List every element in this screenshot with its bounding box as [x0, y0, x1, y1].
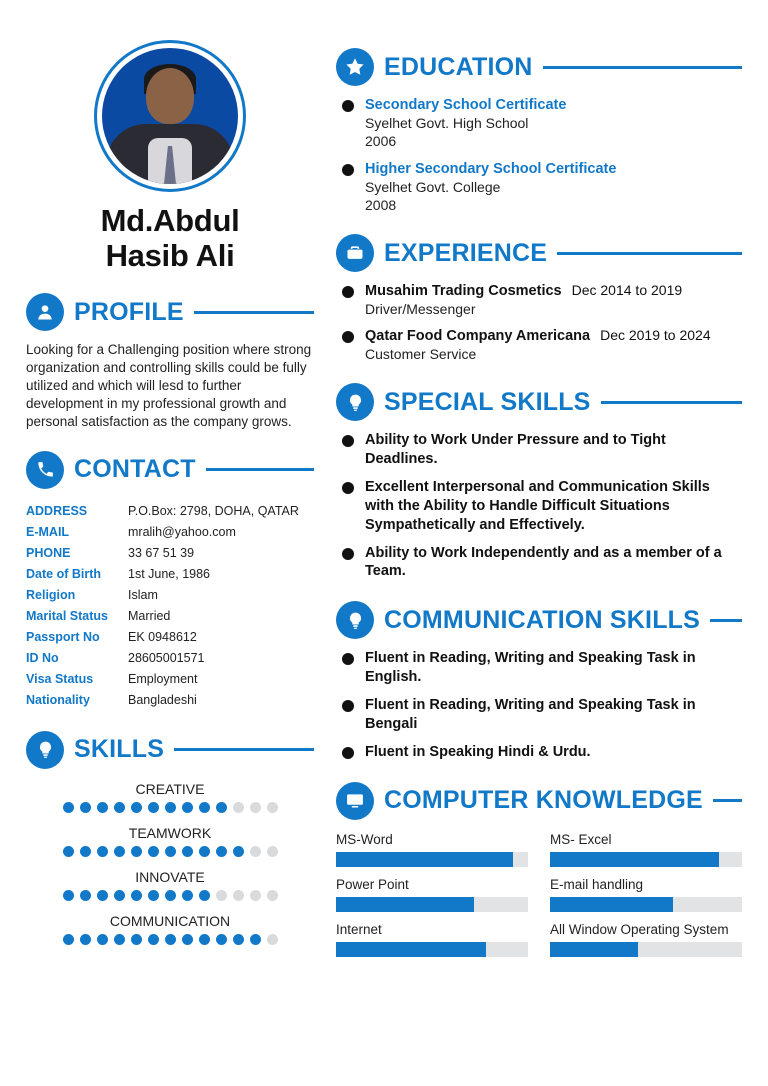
list-item	[336, 922, 528, 957]
table-row	[26, 543, 314, 564]
experience-role: Driver/Messenger	[365, 301, 476, 317]
experience-list	[336, 282, 742, 363]
skill-dot	[199, 802, 210, 813]
list-item	[336, 478, 742, 535]
experience-dates: Dec 2019 to 2024	[600, 327, 711, 344]
skill-dot	[233, 802, 244, 813]
skill-dot	[199, 846, 210, 857]
skill-dot	[114, 890, 125, 901]
progress-fill	[336, 942, 486, 957]
skill-item	[26, 869, 314, 901]
progress-track	[336, 852, 528, 867]
section-title-experience: EXPERIENCE	[384, 238, 548, 267]
section-title-communication-skills: COMMUNICATION SKILLS	[384, 605, 701, 634]
progress-track	[336, 942, 528, 957]
skill-dot	[199, 890, 210, 901]
skill-dots	[26, 890, 314, 901]
rule	[543, 66, 742, 69]
avatar-ring	[94, 40, 246, 192]
contact-value: Bangladeshi	[128, 693, 197, 707]
rule	[710, 619, 742, 622]
special-skills-list	[336, 431, 742, 581]
progress-fill	[550, 852, 719, 867]
skill-dot	[233, 934, 244, 945]
profile-text: Looking for a Challenging position where strong organization and controlling skills could be fully utilized and which will lesd to further development in my professional growth and personal satisfaction as the company grows.	[26, 342, 312, 429]
skill-dot	[250, 802, 261, 813]
progress-track	[550, 852, 742, 867]
skill-dot	[114, 934, 125, 945]
experience-dates: Dec 2014 to 2019	[571, 282, 683, 298]
special-skill-text: Excellent Interpersonal and Communication Skills with the Ability to Handle Difficult Situations Sympathetically and Effectively.	[365, 479, 710, 533]
skill-label: TEAMWORK	[128, 824, 212, 841]
skill-label: COMMUNICATION	[109, 912, 231, 929]
skill-dots	[26, 934, 314, 945]
skill-dot	[267, 802, 278, 813]
skill-item	[26, 781, 314, 813]
contact-key: Date of Birth	[26, 567, 101, 581]
skill-dot	[148, 890, 159, 901]
section-title-education: EDUCATION	[384, 52, 533, 81]
briefcase-icon	[336, 234, 374, 272]
list-item	[336, 96, 742, 151]
bullet-icon	[342, 164, 354, 176]
skill-label: MS- Excel	[550, 831, 612, 847]
skill-dot	[97, 890, 108, 901]
bulb-icon	[26, 731, 64, 769]
section-title-profile: PROFILE	[74, 297, 184, 326]
skill-dot	[216, 802, 227, 813]
contact-key: PHONE	[26, 546, 71, 560]
contact-value: Islam	[128, 588, 158, 602]
contact-value: 33 67 51 39	[128, 546, 195, 560]
skill-label: MS-Word	[336, 831, 393, 847]
list-item	[336, 649, 742, 687]
special-skill-text: Ability to Work Under Pressure and to Tight Deadlines.	[365, 432, 666, 468]
list-item	[336, 832, 528, 867]
bullet-icon	[342, 747, 354, 759]
contact-value: P.O.Box: 2798, DOHA, QATAR	[128, 504, 299, 518]
name-line-1: Md.Abdul	[100, 203, 240, 238]
skill-label: Power Point	[336, 876, 409, 892]
experience-role: Customer Service	[365, 346, 477, 363]
communication-skills-list	[336, 649, 742, 761]
skill-dot	[182, 890, 193, 901]
person-icon	[26, 293, 64, 331]
skill-dot	[131, 934, 142, 945]
skill-dot	[216, 890, 227, 901]
communication-skill-text: Fluent in Reading, Writing and Speaking Task in English.	[365, 650, 696, 686]
bullet-icon	[342, 700, 354, 712]
skill-dot	[80, 890, 91, 901]
skill-dot	[131, 890, 142, 901]
skill-dot	[63, 846, 74, 857]
education-year: 2008	[365, 196, 397, 213]
bullet-icon	[342, 286, 354, 298]
list-item	[550, 832, 742, 867]
skill-dot	[80, 846, 91, 857]
skill-dot	[97, 846, 108, 857]
progress-fill	[336, 852, 513, 867]
list-item	[336, 877, 528, 912]
section-header-computer-knowledge	[336, 782, 742, 820]
skill-dot	[250, 890, 261, 901]
contact-key: Marital Status	[26, 609, 108, 623]
contact-key: Visa Status	[26, 672, 94, 686]
contact-value: 1st June, 1986	[128, 567, 211, 581]
education-title: Higher Secondary School Certificate	[365, 160, 617, 177]
bulb-icon	[336, 383, 374, 421]
section-title-special-skills: SPECIAL SKILLS	[384, 387, 591, 416]
skill-dot	[165, 802, 176, 813]
contact-value: Employment	[128, 672, 198, 686]
skill-dot	[148, 802, 159, 813]
table-row	[26, 690, 314, 711]
table-row	[26, 669, 314, 690]
skill-dot	[233, 890, 244, 901]
skill-dot	[233, 846, 244, 857]
section-header-special-skills	[336, 383, 742, 421]
skill-dot	[216, 846, 227, 857]
contact-value: mralih@yahoo.com	[128, 525, 236, 539]
skill-dot	[250, 934, 261, 945]
list-item	[336, 696, 742, 734]
rule	[174, 748, 314, 751]
skill-dot	[216, 934, 227, 945]
skill-dot	[165, 890, 176, 901]
section-header-experience	[336, 234, 742, 272]
education-title: Secondary School Certificate	[365, 97, 567, 113]
contact-value: Married	[128, 609, 171, 623]
section-title-contact: CONTACT	[74, 455, 196, 483]
skill-label: All Window Operating System	[550, 921, 729, 937]
rule	[557, 252, 742, 255]
progress-fill	[550, 942, 638, 957]
special-skill-text: Ability to Work Independently and as a member of a Team.	[365, 544, 722, 580]
skill-dot	[114, 846, 125, 857]
table-row	[26, 522, 314, 543]
contact-table	[26, 501, 314, 711]
skill-dot	[63, 934, 74, 945]
computer-knowledge-grid	[336, 832, 742, 957]
education-school: Syelhet Govt. High School	[365, 115, 529, 132]
avatar	[26, 40, 314, 192]
section-header-profile	[26, 293, 314, 331]
education-list	[336, 96, 742, 214]
progress-track	[550, 942, 742, 957]
skill-dot	[148, 934, 159, 945]
skill-dot	[267, 890, 278, 901]
communication-skill-text: Fluent in Speaking Hindi & Urdu.	[365, 743, 591, 760]
skill-dot	[131, 802, 142, 813]
education-year: 2006	[365, 133, 397, 150]
rule	[601, 401, 742, 404]
list-item	[336, 544, 742, 582]
skill-dots	[26, 802, 314, 813]
avatar-photo	[102, 48, 238, 184]
list-item	[550, 922, 742, 957]
table-row	[26, 648, 314, 669]
experience-company: Qatar Food Company Americana	[365, 328, 591, 345]
skill-dot	[63, 802, 74, 813]
contact-key: ID No	[26, 651, 59, 665]
rule	[194, 311, 314, 314]
skill-label: Internet	[336, 921, 382, 937]
contact-value: EK 0948612	[128, 630, 197, 644]
skill-dot	[182, 802, 193, 813]
left-column	[26, 26, 314, 1068]
skill-label: INNOVATE	[135, 868, 205, 885]
contact-key: Religion	[26, 588, 76, 602]
list-item	[336, 160, 742, 215]
skill-dot	[250, 846, 261, 857]
bullet-icon	[342, 331, 354, 343]
skill-dot	[148, 846, 159, 857]
skill-dots	[26, 846, 314, 857]
monitor-icon	[336, 782, 374, 820]
table-row	[26, 606, 314, 627]
progress-track	[550, 897, 742, 912]
section-header-contact	[26, 451, 314, 489]
rule	[206, 468, 314, 471]
contact-key: Passport No	[26, 630, 100, 644]
contact-key: E-MAIL	[26, 525, 70, 539]
bullet-icon	[342, 435, 354, 447]
list-item	[336, 431, 742, 469]
star-icon	[336, 48, 374, 86]
skill-dot	[114, 802, 125, 813]
education-school: Syelhet Govt. College	[365, 178, 501, 195]
section-title-skills: SKILLS	[74, 735, 165, 763]
skill-label: CREATIVE	[135, 780, 205, 797]
phone-icon	[26, 451, 64, 489]
page-title	[26, 204, 314, 273]
rule	[713, 799, 742, 802]
table-row	[26, 564, 314, 585]
list-item	[336, 743, 742, 762]
right-column	[336, 26, 742, 1068]
bullet-icon	[342, 482, 354, 494]
name-line-2: Hasib Ali	[105, 237, 235, 273]
section-header-education	[336, 48, 742, 86]
skill-dot	[199, 934, 210, 945]
table-row	[26, 627, 314, 648]
skill-dot	[63, 890, 74, 901]
skill-dot	[80, 802, 91, 813]
skill-dot	[182, 846, 193, 857]
bullet-icon	[342, 100, 354, 112]
skill-item	[26, 825, 314, 857]
skill-label: E-mail handling	[550, 876, 644, 892]
skill-item	[26, 913, 314, 945]
skill-dot	[131, 846, 142, 857]
avatar-head	[146, 68, 194, 124]
skill-dot	[97, 802, 108, 813]
progress-fill	[550, 897, 673, 912]
communication-skill-text: Fluent in Reading, Writing and Speaking Task in Bengali	[365, 696, 696, 732]
skill-dot	[267, 846, 278, 857]
list-item	[336, 327, 742, 363]
skill-dot	[267, 934, 278, 945]
skill-dot	[165, 934, 176, 945]
experience-company: Musahim Trading Cosmetics	[365, 283, 562, 299]
section-header-skills	[26, 731, 314, 769]
bullet-icon	[342, 548, 354, 560]
table-row	[26, 585, 314, 606]
contact-key: Nationality	[26, 693, 90, 707]
table-row	[26, 501, 314, 522]
progress-fill	[336, 897, 474, 912]
section-header-communication-skills	[336, 601, 742, 639]
skill-dot	[182, 934, 193, 945]
section-title-computer-knowledge: COMPUTER KNOWLEDGE	[384, 786, 703, 814]
progress-track	[336, 897, 528, 912]
list-item	[336, 282, 742, 318]
list-item	[550, 877, 742, 912]
skill-dot	[97, 934, 108, 945]
skill-dot	[80, 934, 91, 945]
bullet-icon	[342, 653, 354, 665]
bulb-icon	[336, 601, 374, 639]
contact-key: ADDRESS	[26, 504, 88, 518]
contact-value: 28605001571	[128, 651, 205, 665]
skill-dot	[165, 846, 176, 857]
